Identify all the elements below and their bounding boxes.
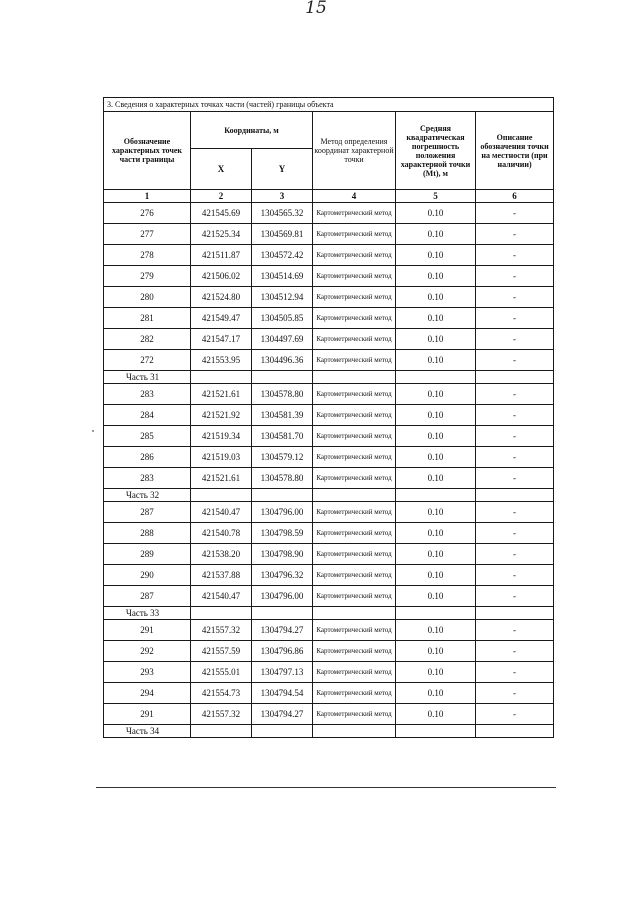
accuracy-cell: 0.10 [396, 662, 476, 683]
header-y: Y [252, 149, 313, 190]
point-number-cell: 288 [104, 523, 191, 544]
table-row [104, 662, 554, 683]
description-cell: - [476, 586, 554, 607]
coordinate-y-cell: 1304578.80 [252, 384, 313, 405]
empty-cell [252, 725, 313, 738]
coordinate-y-cell: 1304579.12 [252, 447, 313, 468]
accuracy-cell: 0.10 [396, 683, 476, 704]
coordinate-x-cell: 421511.87 [191, 245, 252, 266]
part-label: Часть 32 [104, 489, 191, 502]
description-cell: - [476, 502, 554, 523]
accuracy-cell: 0.10 [396, 245, 476, 266]
method-cell: Картометрический метод [313, 350, 396, 371]
point-number-cell: 291 [104, 620, 191, 641]
empty-cell [476, 371, 554, 384]
coordinate-y-cell: 1304581.70 [252, 426, 313, 447]
coordinate-y-cell: 1304797.13 [252, 662, 313, 683]
method-cell: Картометрический метод [313, 502, 396, 523]
description-cell: - [476, 245, 554, 266]
header-point-designation: Обозначение характерных точек части границы [104, 112, 191, 190]
accuracy-cell: 0.10 [396, 565, 476, 586]
accuracy-cell: 0.10 [396, 308, 476, 329]
coordinate-y-cell: 1304798.59 [252, 523, 313, 544]
point-number-cell: 284 [104, 405, 191, 426]
part-row [104, 371, 554, 384]
method-cell: Картометрический метод [313, 641, 396, 662]
header-x: X [191, 149, 252, 190]
coordinate-x-cell: 421540.47 [191, 586, 252, 607]
point-number-cell: 283 [104, 384, 191, 405]
accuracy-cell: 0.10 [396, 426, 476, 447]
empty-cell [476, 607, 554, 620]
table-row [104, 384, 554, 405]
part-row [104, 725, 554, 738]
description-cell: - [476, 683, 554, 704]
description-cell: - [476, 426, 554, 447]
table-row [104, 641, 554, 662]
description-cell: - [476, 266, 554, 287]
point-number-cell: 278 [104, 245, 191, 266]
method-cell: Картометрический метод [313, 704, 396, 725]
accuracy-cell: 0.10 [396, 329, 476, 350]
empty-cell [313, 371, 396, 384]
description-cell: - [476, 641, 554, 662]
coordinate-y-cell: 1304796.32 [252, 565, 313, 586]
point-number-cell: 279 [104, 266, 191, 287]
column-number: 5 [396, 190, 476, 203]
method-cell: Картометрический метод [313, 287, 396, 308]
column-number: 6 [476, 190, 554, 203]
point-number-cell: 277 [104, 224, 191, 245]
column-number: 1 [104, 190, 191, 203]
point-number-cell: 280 [104, 287, 191, 308]
coordinate-x-cell: 421557.59 [191, 641, 252, 662]
method-cell: Картометрический метод [313, 405, 396, 426]
coordinate-x-cell: 421521.61 [191, 468, 252, 489]
empty-cell [252, 371, 313, 384]
description-cell: - [476, 384, 554, 405]
coordinate-y-cell: 1304514.69 [252, 266, 313, 287]
coordinate-y-cell: 1304794.54 [252, 683, 313, 704]
point-number-cell: 281 [104, 308, 191, 329]
table-row [104, 350, 554, 371]
coordinate-x-cell: 421557.32 [191, 704, 252, 725]
coordinate-y-cell: 1304581.39 [252, 405, 313, 426]
empty-cell [252, 489, 313, 502]
point-number-cell: 283 [104, 468, 191, 489]
table-row [104, 586, 554, 607]
empty-cell [396, 607, 476, 620]
table-row [104, 523, 554, 544]
header-accuracy: Средняя квадратическая погрешность положения характерной точки (Мt), м [396, 112, 476, 190]
method-cell: Картометрический метод [313, 224, 396, 245]
coordinate-x-cell: 421521.61 [191, 384, 252, 405]
description-cell: - [476, 565, 554, 586]
accuracy-cell: 0.10 [396, 620, 476, 641]
coordinate-x-cell: 421547.17 [191, 329, 252, 350]
coordinate-y-cell: 1304497.69 [252, 329, 313, 350]
method-cell: Картометрический метод [313, 447, 396, 468]
coordinate-y-cell: 1304798.90 [252, 544, 313, 565]
empty-cell [476, 489, 554, 502]
description-cell: - [476, 224, 554, 245]
table-row [104, 468, 554, 489]
table-row [104, 683, 554, 704]
method-cell: Картометрический метод [313, 468, 396, 489]
table-row [104, 245, 554, 266]
accuracy-cell: 0.10 [396, 287, 476, 308]
accuracy-cell: 0.10 [396, 203, 476, 224]
coordinate-x-cell: 421549.47 [191, 308, 252, 329]
part-row [104, 489, 554, 502]
method-cell: Картометрический метод [313, 329, 396, 350]
coordinate-y-cell: 1304794.27 [252, 704, 313, 725]
method-cell: Картометрический метод [313, 565, 396, 586]
point-number-cell: 286 [104, 447, 191, 468]
description-cell: - [476, 405, 554, 426]
method-cell: Картометрический метод [313, 586, 396, 607]
table-row [104, 405, 554, 426]
table-row [104, 203, 554, 224]
accuracy-cell: 0.10 [396, 224, 476, 245]
accuracy-cell: 0.10 [396, 266, 476, 287]
coordinate-x-cell: 421554.73 [191, 683, 252, 704]
description-cell: - [476, 329, 554, 350]
point-number-cell: 272 [104, 350, 191, 371]
point-number-cell: 291 [104, 704, 191, 725]
coordinate-x-cell: 421525.34 [191, 224, 252, 245]
accuracy-cell: 0.10 [396, 586, 476, 607]
table-row [104, 224, 554, 245]
part-label: Часть 34 [104, 725, 191, 738]
empty-cell [191, 371, 252, 384]
point-number-cell: 294 [104, 683, 191, 704]
accuracy-cell: 0.10 [396, 405, 476, 426]
empty-cell [191, 489, 252, 502]
empty-cell [313, 489, 396, 502]
column-number: 2 [191, 190, 252, 203]
coordinate-y-cell: 1304794.27 [252, 620, 313, 641]
method-cell: Картометрический метод [313, 544, 396, 565]
table-row [104, 329, 554, 350]
part-label: Часть 31 [104, 371, 191, 384]
point-number-cell: 287 [104, 586, 191, 607]
table-row [104, 565, 554, 586]
method-cell: Картометрический метод [313, 662, 396, 683]
point-number-cell: 285 [104, 426, 191, 447]
description-cell: - [476, 620, 554, 641]
coordinate-x-cell: 421553.95 [191, 350, 252, 371]
coordinate-x-cell: 421537.88 [191, 565, 252, 586]
accuracy-cell: 0.10 [396, 502, 476, 523]
table-row [104, 308, 554, 329]
empty-cell [476, 725, 554, 738]
accuracy-cell: 0.10 [396, 350, 476, 371]
header-row [104, 112, 554, 149]
method-cell: Картометрический метод [313, 620, 396, 641]
part-row [104, 607, 554, 620]
point-number-cell: 290 [104, 565, 191, 586]
empty-cell [396, 489, 476, 502]
coordinate-y-cell: 1304569.81 [252, 224, 313, 245]
empty-cell [396, 725, 476, 738]
description-cell: - [476, 468, 554, 489]
description-cell: - [476, 662, 554, 683]
header-coordinates: Координаты, м [191, 112, 313, 149]
accuracy-cell: 0.10 [396, 447, 476, 468]
point-number-cell: 293 [104, 662, 191, 683]
coordinate-y-cell: 1304796.00 [252, 502, 313, 523]
page-number: 15 [305, 0, 327, 18]
description-cell: - [476, 544, 554, 565]
part-label: Часть 33 [104, 607, 191, 620]
description-cell: - [476, 350, 554, 371]
accuracy-cell: 0.10 [396, 641, 476, 662]
accuracy-cell: 0.10 [396, 704, 476, 725]
description-cell: - [476, 523, 554, 544]
column-numbers-row [104, 190, 554, 203]
column-number: 4 [313, 190, 396, 203]
coordinate-y-cell: 1304796.00 [252, 586, 313, 607]
coordinate-y-cell: 1304565.32 [252, 203, 313, 224]
table-row [104, 426, 554, 447]
coordinate-x-cell: 421557.32 [191, 620, 252, 641]
method-cell: Картометрический метод [313, 426, 396, 447]
table-row [104, 266, 554, 287]
point-number-cell: 276 [104, 203, 191, 224]
empty-cell [313, 607, 396, 620]
coordinate-y-cell: 1304572.42 [252, 245, 313, 266]
description-cell: - [476, 287, 554, 308]
empty-cell [191, 607, 252, 620]
coordinate-y-cell: 1304505.85 [252, 308, 313, 329]
coordinate-y-cell: 1304796.86 [252, 641, 313, 662]
method-cell: Картометрический метод [313, 308, 396, 329]
point-number-cell: 292 [104, 641, 191, 662]
description-cell: - [476, 447, 554, 468]
coordinate-y-cell: 1304578.80 [252, 468, 313, 489]
coordinate-x-cell: 421519.34 [191, 426, 252, 447]
method-cell: Картометрический метод [313, 523, 396, 544]
coordinate-x-cell: 421540.78 [191, 523, 252, 544]
section-title-row [104, 98, 554, 112]
coordinate-x-cell: 421540.47 [191, 502, 252, 523]
empty-cell [252, 607, 313, 620]
column-number: 3 [252, 190, 313, 203]
header-description: Описание обозначения точки на местности (при наличии) [476, 112, 554, 190]
accuracy-cell: 0.10 [396, 544, 476, 565]
method-cell: Картометрический метод [313, 683, 396, 704]
description-cell: - [476, 704, 554, 725]
method-cell: Картометрический метод [313, 384, 396, 405]
description-cell: - [476, 203, 554, 224]
method-cell: Картометрический метод [313, 203, 396, 224]
method-cell: Картометрический метод [313, 245, 396, 266]
coordinate-x-cell: 421524.80 [191, 287, 252, 308]
point-number-cell: 282 [104, 329, 191, 350]
empty-cell [313, 725, 396, 738]
table-row [104, 544, 554, 565]
coordinate-y-cell: 1304512.94 [252, 287, 313, 308]
table-row [104, 502, 554, 523]
table-row [104, 447, 554, 468]
accuracy-cell: 0.10 [396, 384, 476, 405]
point-number-cell: 289 [104, 544, 191, 565]
empty-cell [191, 725, 252, 738]
scan-speck [92, 430, 94, 432]
coordinate-x-cell: 421519.03 [191, 447, 252, 468]
section-title: 3. Сведения о характерных точках части (частей) границы объекта [104, 98, 554, 112]
coordinate-x-cell: 421545.69 [191, 203, 252, 224]
table-row [104, 287, 554, 308]
table-row [104, 704, 554, 725]
coordinate-x-cell: 421555.01 [191, 662, 252, 683]
coordinate-y-cell: 1304496.36 [252, 350, 313, 371]
description-cell: - [476, 308, 554, 329]
bottom-rule [96, 787, 556, 788]
point-number-cell: 287 [104, 502, 191, 523]
header-method: Метод определения координат характерной точки [313, 112, 396, 190]
empty-cell [396, 371, 476, 384]
coordinate-x-cell: 421521.92 [191, 405, 252, 426]
method-cell: Картометрический метод [313, 266, 396, 287]
accuracy-cell: 0.10 [396, 468, 476, 489]
coordinate-x-cell: 421538.20 [191, 544, 252, 565]
table-row [104, 620, 554, 641]
boundary-points-table [103, 97, 554, 738]
accuracy-cell: 0.10 [396, 523, 476, 544]
coordinate-x-cell: 421506.02 [191, 266, 252, 287]
